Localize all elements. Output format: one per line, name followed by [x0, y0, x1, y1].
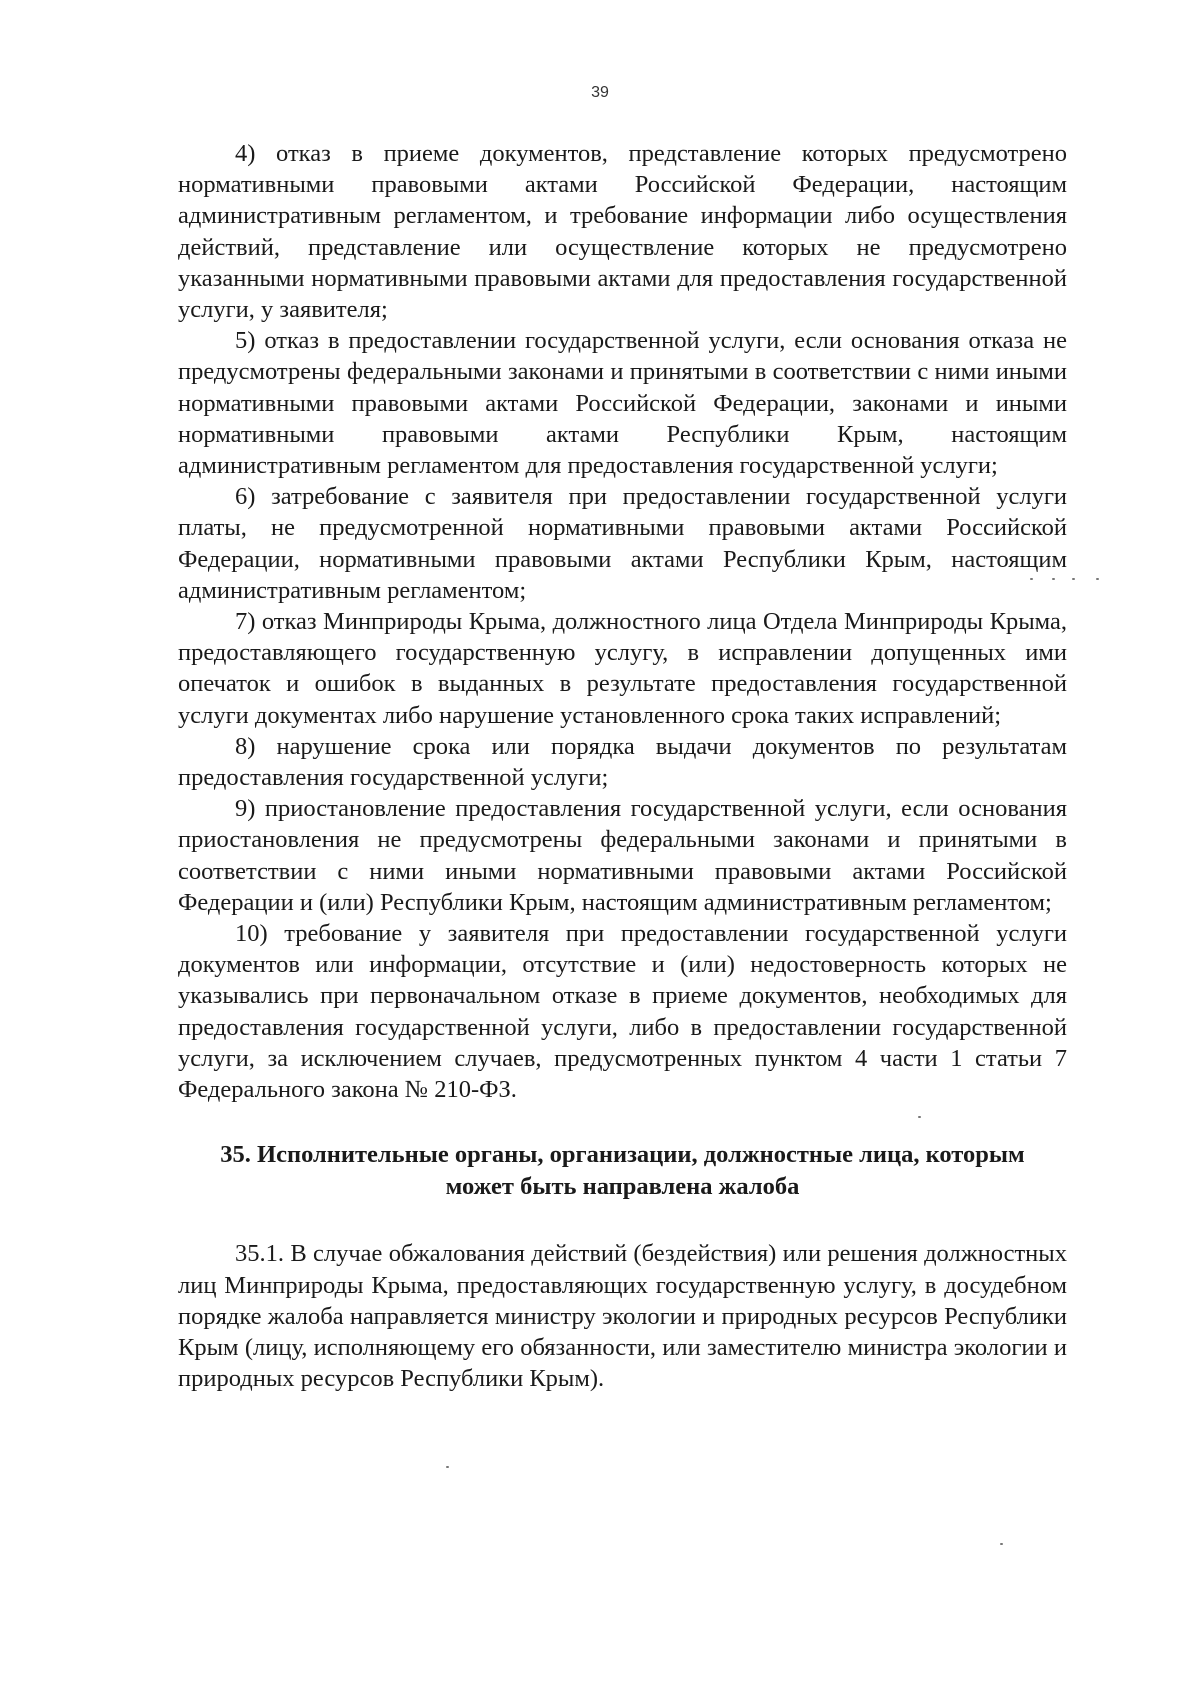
- scan-speck: [1000, 1543, 1003, 1545]
- section-heading-line-2: может быть направлена жалоба: [445, 1172, 800, 1200]
- section-heading: [178, 1139, 1067, 1202]
- document-body: [178, 138, 1067, 1394]
- list-item-10: 10) требование у заявителя при предоставлении государственной услуги документов или информации, отсутствие и (или) недостоверность которых не указывались при первоначальном отказе в приеме документов, необходимых для предоставления государственной услуги, либо в предоставлении государственной услуги, за исключением случаев, предусмотренных пунктом 4 части 1 статьи 7 Федерального закона № 210-ФЗ.: [178, 920, 1067, 1104]
- scan-speck: [1030, 578, 1033, 580]
- list-item-6: 6) затребование с заявителя при предоставлении государственной услуги платы, не предусмотренной нормативными правовыми актами Российской Федерации, нормативными правовыми актами Республики Крым, настоящим административным регламентом;: [178, 483, 1067, 604]
- scan-speck: [1052, 578, 1055, 580]
- list-item-9: 9) приостановление предоставления государственной услуги, если основания приостановления не предусмотрены федеральными законами и принятыми в соответствии с ними иными нормативными правовыми актами Российской Федерации и (или) Республики Крым, настоящим административным регламентом;: [178, 795, 1067, 916]
- list-item-4: 4) отказ в приеме документов, представление которых предусмотрено нормативными правовыми актами Российской Федерации, настоящим административным регламентом, и требование информации либо осуществления действий, представление или осуществление которых не предусмотрено указанными нормативными правовыми актами для предоставления государственной услуги, у заявителя;: [178, 140, 1067, 324]
- scan-speck: [1096, 578, 1099, 580]
- list-item-5: 5) отказ в предоставлении государственной услуги, если основания отказа не предусмотрены федеральными законами и принятыми в соответствии с ними иными нормативными правовыми актами Российской Федерации, законами и иными нормативными правовыми актами Республики Крым, настоящим административным регламентом для предоставления государственной услуги;: [178, 327, 1067, 480]
- scan-speck: [918, 1116, 921, 1118]
- scan-speck: [1072, 578, 1075, 580]
- page-number: 39: [591, 84, 609, 101]
- section-heading-line-1: 35. Исполнительные органы, организации, должностные лица, которым: [220, 1141, 1025, 1169]
- section-paragraph-35-1: 35.1. В случае обжалования действий (бездействия) или решения должностных лиц Минприроды Крыма, предоставляющих государственную услугу, в досудебном порядке жалоба направляется министру экологии и природных ресурсов Республики Крым (лицу, исполняющему его обязанности, или заместителю министра экологии и природных ресурсов Республики Крым).: [178, 1240, 1067, 1393]
- list-item-8: 8) нарушение срока или порядка выдачи документов по результатам предоставления государственной услуги;: [178, 732, 1067, 792]
- list-item-7: 7) отказ Минприроды Крыма, должностного лица Отдела Минприроды Крыма, предоставляющего государственную услугу, в исправлении допущенных ими опечаток и ошибок в выданных в результате предоставления государственной услуги документах либо нарушение установленного срока таких исправлений;: [178, 608, 1067, 729]
- scan-speck: [446, 1466, 449, 1468]
